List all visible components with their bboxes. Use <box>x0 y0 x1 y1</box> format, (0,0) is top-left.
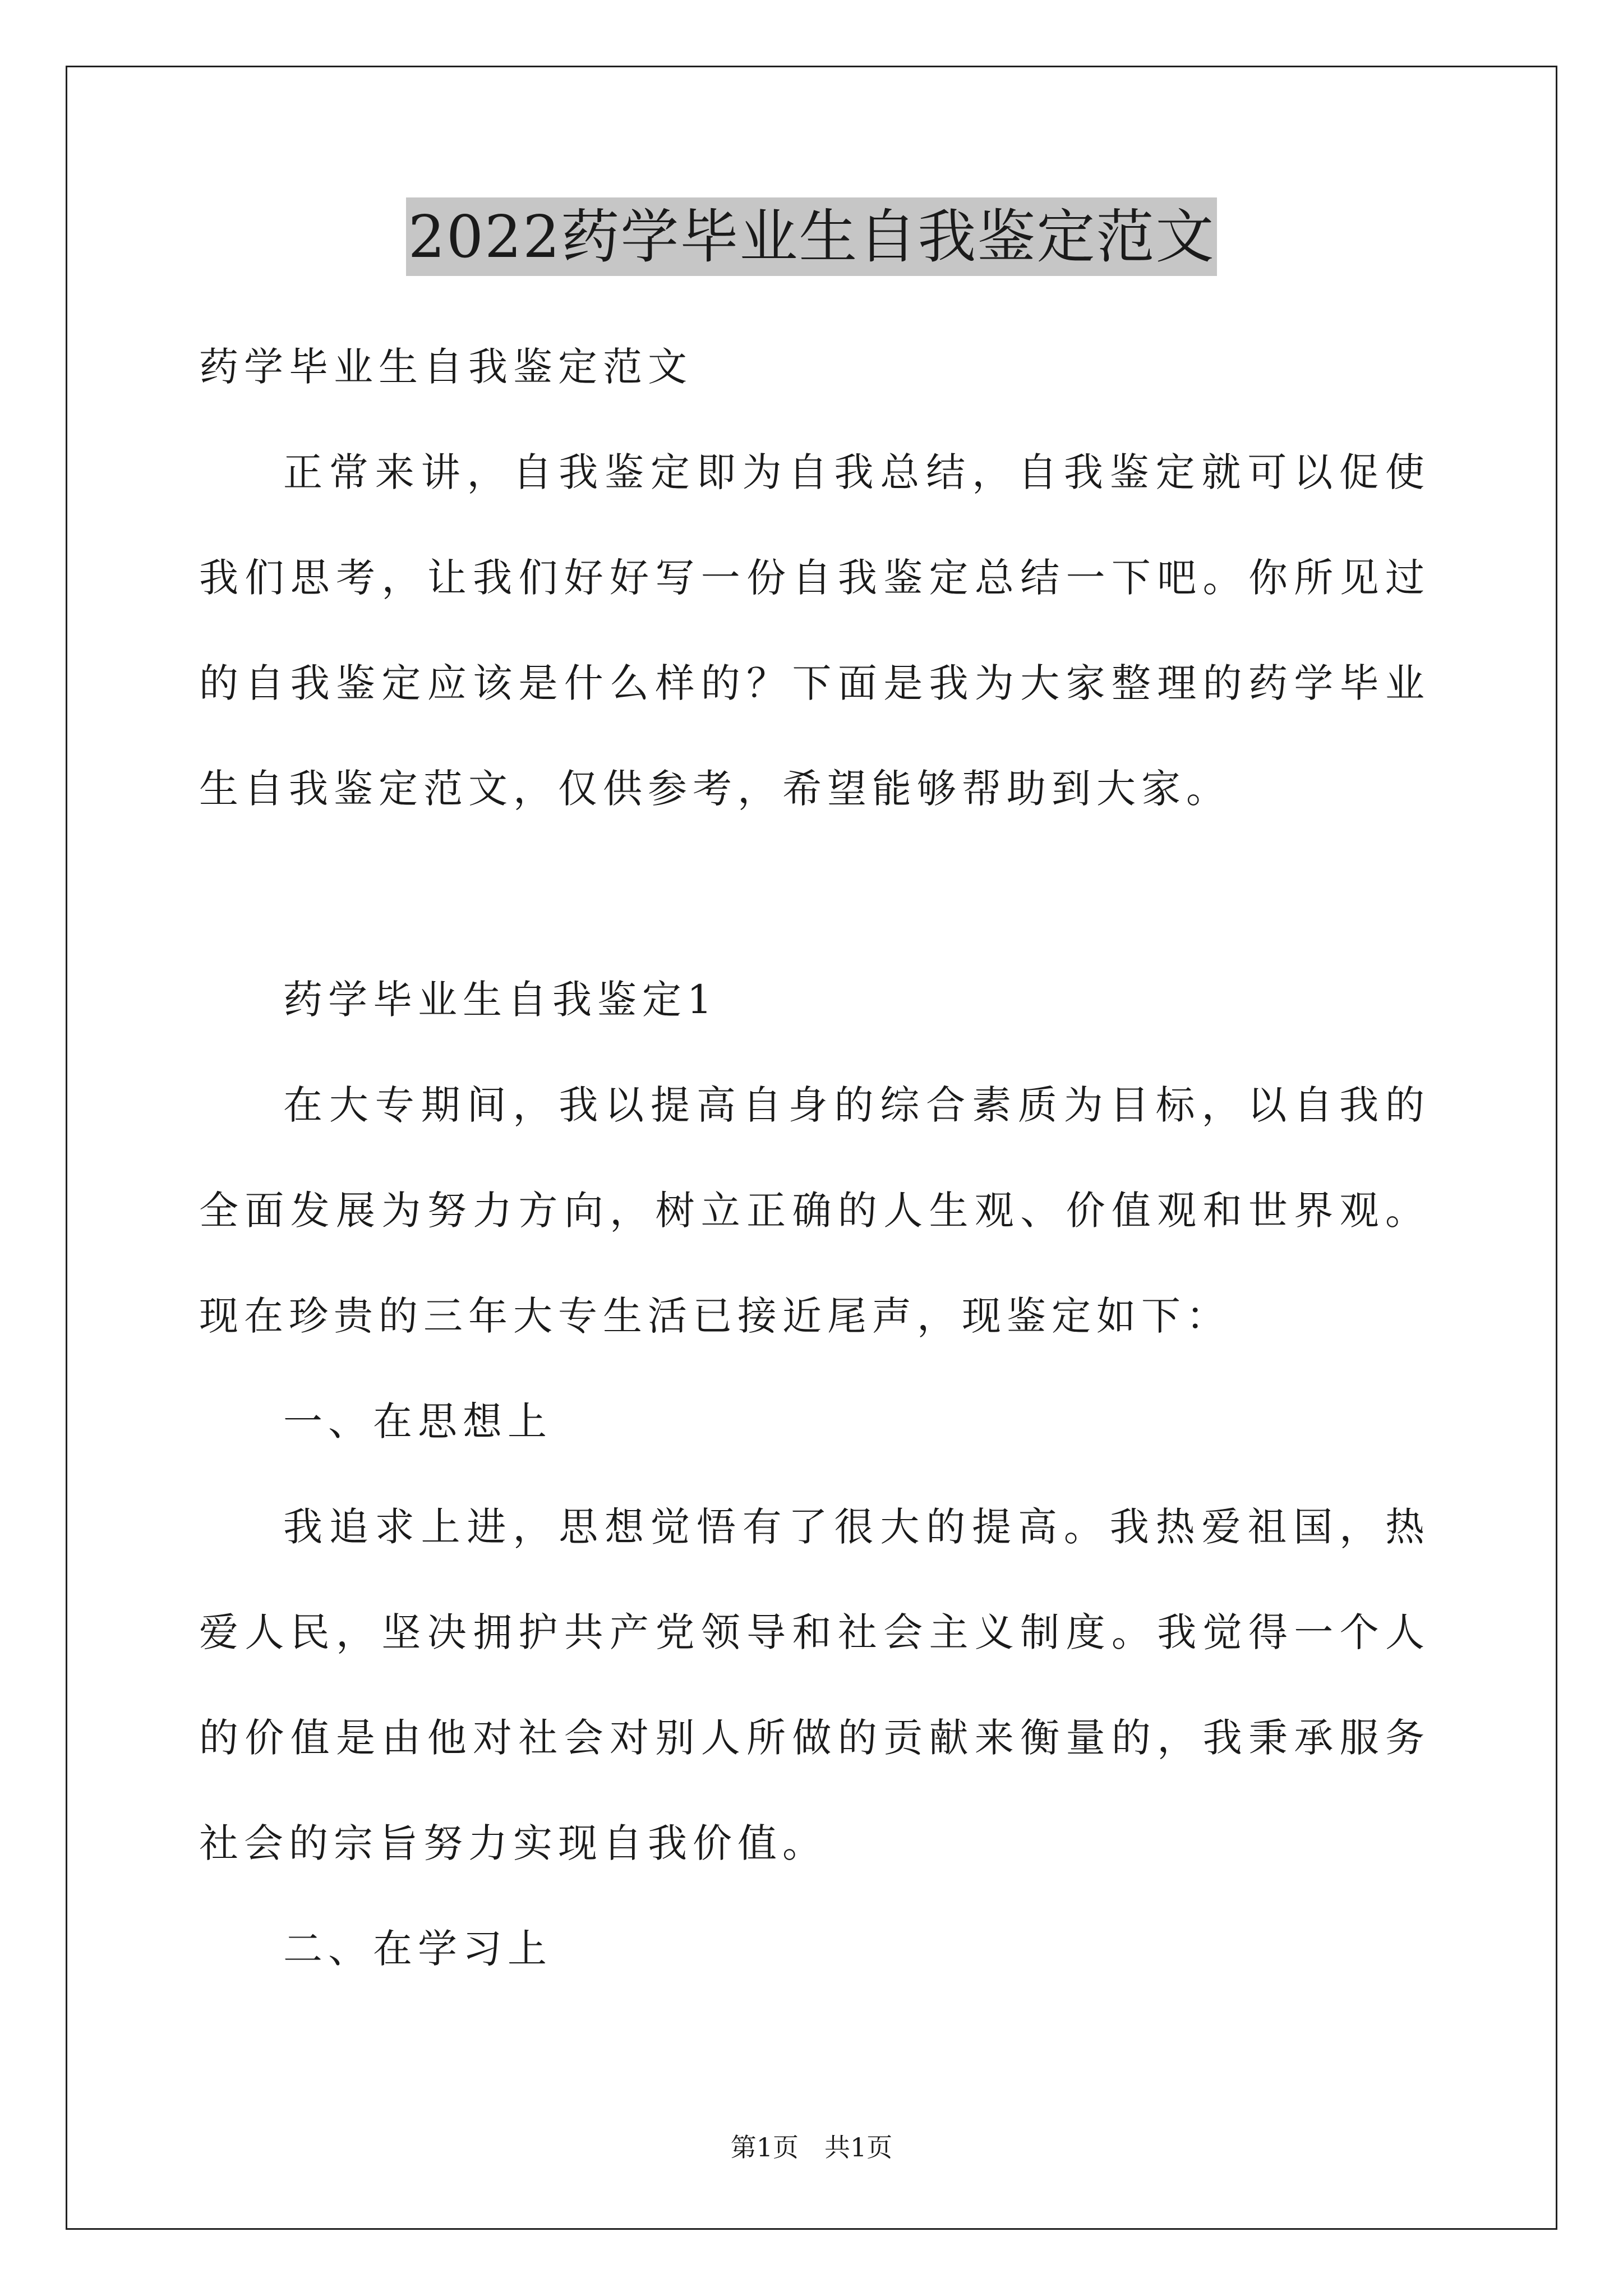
section-heading: 药学毕业生自我鉴定1 <box>283 977 718 1023</box>
intro-paragraph: 正常来讲，自我鉴定即为自我总结，自我鉴定就可以促使我们思考，让我们好好写一份自我鉴定总结一下吧。你所见过的自我鉴定应该是什么样的？下面是我为大家整理的药学毕业生自我鉴定范文，仅供参考，希望能够帮助到大家。 <box>199 449 1430 812</box>
section-intro-paragraph: 在大专期间，我以提高自身的综合素质为目标，以自我的全面发展为努力方向，树立正确的人生观、价值观和世界观。现在珍贵的三年大专生活已接近尾声，现鉴定如下： <box>199 1082 1430 1339</box>
blank-line <box>199 841 1430 947</box>
document-body <box>199 314 1430 2001</box>
study-heading: 二、在学习上 <box>283 1926 552 1972</box>
thought-heading: 一、在思想上 <box>283 1398 552 1444</box>
title-container <box>0 197 1623 276</box>
page-footer: 第1页 共1页 <box>730 2132 893 2162</box>
subtitle: 药学毕业生自我鉴定范文 <box>199 344 693 390</box>
document-title: 2022药学毕业生自我鉴定范文 <box>406 197 1218 276</box>
thought-paragraph: 我追求上进，思想觉悟有了很大的提高。我热爱祖国，热爱人民，坚决拥护共产党领导和社会主义制度。我觉得一个人的价值是由他对社会对别人所做的贡献来衡量的，我秉承服务社会的宗旨努力实现自我价值。 <box>199 1504 1430 1866</box>
